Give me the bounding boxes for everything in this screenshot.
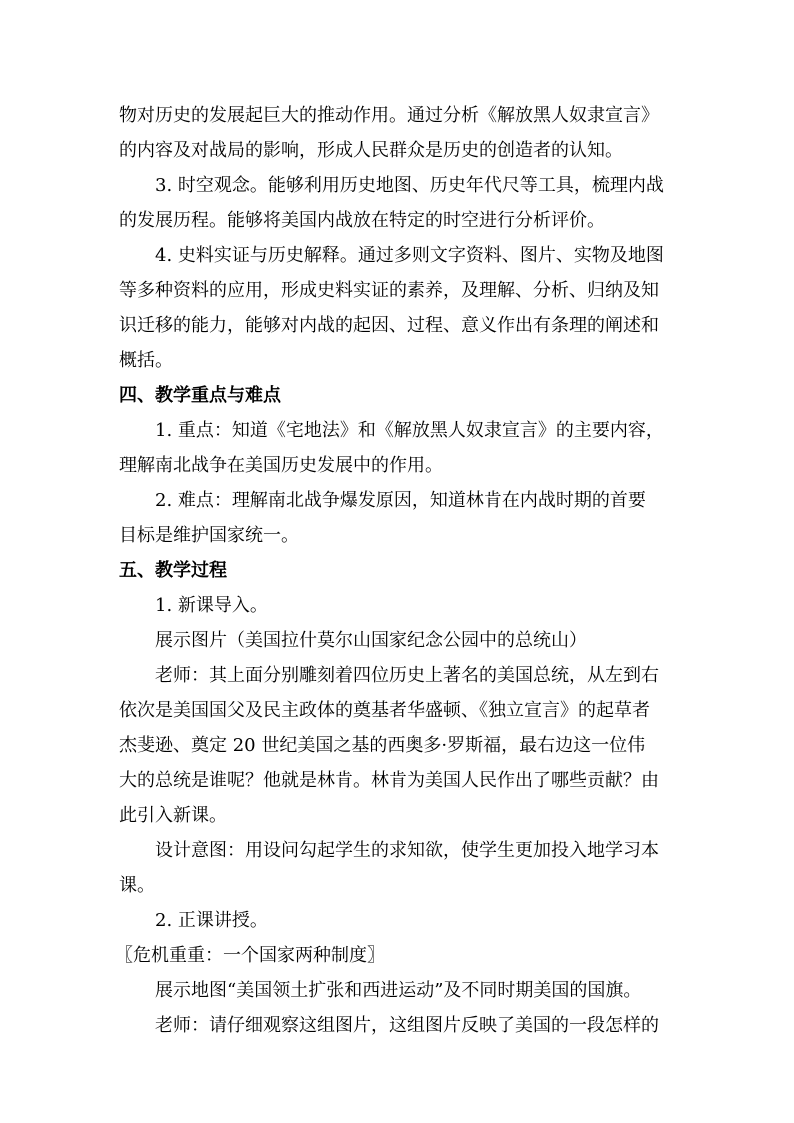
paragraph-line: 目标是维护国家统一。 [119,525,299,546]
subsection-title: 〖危机重重：一个国家两种制度〗 [115,945,385,966]
paragraph-line: 的发展历程。能够将美国内战放在特定的时空进行分析评价。 [119,210,605,231]
list-item-difficulty: 2. 难点：理解南北战争爆发原因，知道林肯在内战时期的首要 [155,490,646,511]
section-heading-process: 五、教学过程 [119,560,227,581]
section-heading-key-points: 四、教学重点与难点 [119,385,281,406]
list-item-key-point: 1. 重点：知道《宅地法》和《解放黑人奴隶宣言》的主要内容， [155,420,664,441]
list-item-lecture: 2. 正课讲授。 [155,910,268,931]
paragraph-line: 此引入新课。 [119,805,227,826]
paragraph-line: 识迁移的能力，能够对内战的起因、过程、意义作出有条理的阐述和 [119,315,659,336]
paragraph-line: 课。 [119,875,155,896]
paragraph-line: 大的总统是谁呢？他就是林肯。林肯为美国人民作出了哪些贡献？由 [119,770,659,791]
teacher-dialogue: 老师：请仔细观察这组图片，这组图片反映了美国的一段怎样的 [155,1015,659,1036]
paragraph-line: 等多种资料的应用，形成史料实证的素养，及理解、分析、归纳及知 [119,280,659,301]
paragraph-line: 理解南北战争在美国历史发展中的作用。 [119,455,443,476]
paragraph-line: 杰斐逊、奠定 20 世纪美国之基的西奥多·罗斯福，最右边这一位伟 [119,735,646,756]
list-item-evidence: 4. 史料实证与历史解释。通过多则文字资料、图片、实物及地图 [155,245,664,266]
paragraph-line: 展示地图“美国领土扩张和西进运动”及不同时期美国的国旗。 [155,980,642,1001]
paragraph-line: 展示图片（美国拉什莫尔山国家纪念公园中的总统山） [155,630,587,651]
paragraph-line: 物对历史的发展起巨大的推动作用。通过分析《解放黑人奴隶宣言》 [119,105,659,126]
paragraph-line: 依次是美国国父及民主政体的奠基者华盛顿、《独立宣言》的起草者 [119,700,650,721]
design-intent: 设计意图：用设问勾起学生的求知欲，使学生更加投入地学习本 [155,840,659,861]
list-item-space-time: 3. 时空观念。能够利用历史地图、历史年代尺等工具，梳理内战 [155,175,664,196]
list-item-introduction: 1. 新课导入。 [155,595,268,616]
teacher-dialogue: 老师：其上面分别雕刻着四位历史上著名的美国总统，从左到右 [155,665,659,686]
paragraph-line: 的内容及对战局的影响，形成人民群众是历史的创造者的认知。 [119,140,623,161]
paragraph-line: 概括。 [119,350,173,371]
